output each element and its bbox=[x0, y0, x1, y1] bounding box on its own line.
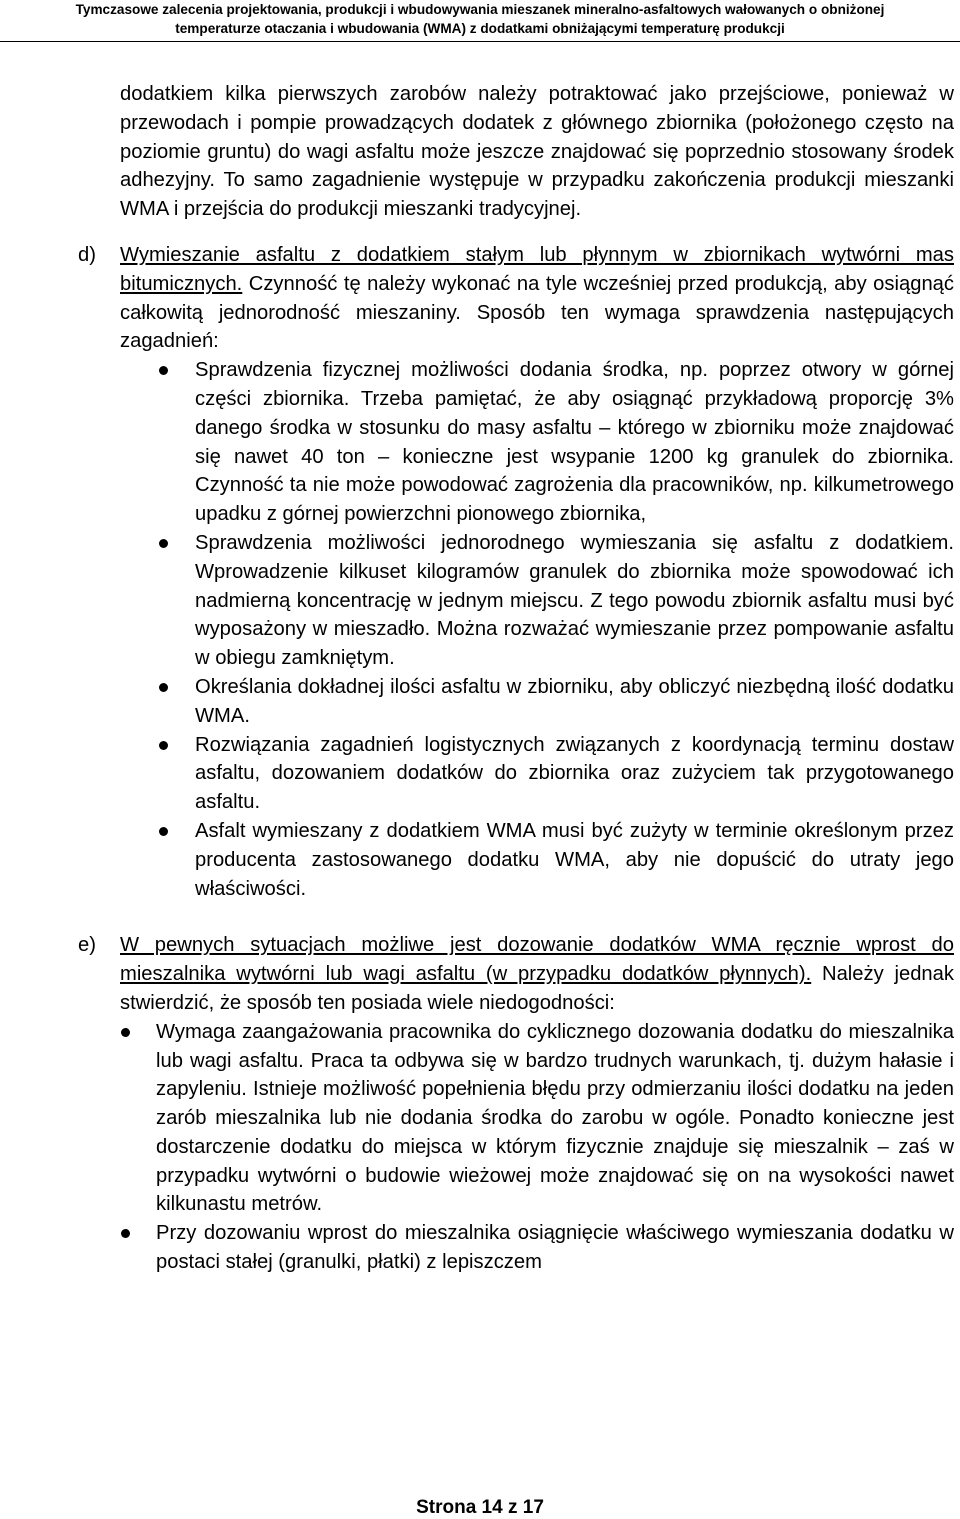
list-item: Asfalt wymieszany z dodatkiem WMA musi być zużyty w terminie określonym przez producenta zastosowanego dodatku WMA, aby nie dopuścić do utraty jego właściwości. bbox=[120, 817, 954, 903]
header-line-2: temperaturze otaczania i wbudowania (WMA) z dodatkami obniżającymi temperaturę produkcji bbox=[175, 21, 785, 36]
section-e-heading: W pewnych sytuacjach możliwe jest dozowanie dodatków WMA ręcznie wprost do mieszalnika wytwórni lub wagi asfaltu (w przypadku dodatków płynnych). bbox=[120, 934, 954, 986]
bullet-icon bbox=[159, 741, 168, 750]
section-e-marker: e) bbox=[78, 934, 96, 957]
bullet-icon bbox=[159, 539, 168, 548]
document-body bbox=[78, 80, 954, 1277]
list-item: Określania dokładnej ilości asfaltu w zbiorniku, aby obliczyć niezbędną ilość dodatku WMA. bbox=[120, 673, 954, 731]
document-header bbox=[0, 0, 960, 40]
page-number: Strona 14 z 17 bbox=[416, 1497, 544, 1518]
bullet-icon bbox=[121, 1028, 130, 1037]
section-e-list bbox=[120, 1018, 954, 1277]
bullet-icon bbox=[159, 366, 168, 375]
section-e-text: Należy jednak stwierdzić, że sposób ten posiada wiele niedogodności: bbox=[120, 963, 954, 1014]
bullet-icon bbox=[159, 683, 168, 692]
intro-paragraph: dodatkiem kilka pierwszych zarobów należy potraktować jako przejściowe, ponieważ w przewodach i pompie prowadzących dodatek z głównego zbiornika (położonego często na poziomie gruntu) do wagi asfaltu może jeszcze znajdować się poprzednio stosowany środek adhezyjny. To samo zagadnienie występuje w przypadku zakończenia produkcji mieszanki WMA i przejścia do produkcji mieszanki tradycyjnej. bbox=[120, 83, 954, 221]
section-e bbox=[78, 931, 954, 1277]
list-item: Sprawdzenia możliwości jednorodnego wymieszania się asfaltu z dodatkiem. Wprowadzenie kilkuset kilogramów granulek do zbiornika może spowodować ich nadmierną koncentrację w jednym miejscu. Z tego powodu zbiornik asfaltu musi być wyposażony w mieszadło. Można rozważać wymieszanie przez pompowanie asfaltu w obiegu zamkniętym. bbox=[120, 529, 954, 673]
list-item: Rozwiązania zagadnień logistycznych związanych z koordynacją terminu dostaw asfaltu, dozowaniem dodatków do zbiornika oraz zużyciem tak przygotowanego asfaltu. bbox=[120, 731, 954, 817]
section-d-text: Czynność tę należy wykonać na tyle wcześniej przed produkcją, aby osiągnąć całkowitą jednorodność mieszaniny. Sposób ten wymaga sprawdzenia następujących zagadnień: bbox=[120, 272, 954, 353]
section-d-paragraph bbox=[120, 241, 954, 356]
section-d-heading: Wymieszanie asfaltu z dodatkiem stałym lub płynnym w zbiornikach wytwórni mas bitumicznych. bbox=[120, 243, 954, 295]
section-e-paragraph bbox=[120, 931, 954, 1017]
section-d-list bbox=[120, 356, 954, 903]
header-rule bbox=[0, 41, 960, 42]
section-d bbox=[78, 241, 954, 903]
list-item: Przy dozowaniu wprost do mieszalnika osiągnięcie właściwego wymieszania dodatku w postaci stałej (granulki, płatki) z lepiszczem bbox=[120, 1219, 954, 1277]
section-d-marker: d) bbox=[78, 243, 96, 266]
bullet-icon bbox=[121, 1229, 130, 1238]
header-line-1: Tymczasowe zalecenia projektowania, produkcji i wbudowywania mieszanek mineralno-asfaltowych wałowanych o obniżonej bbox=[75, 2, 885, 17]
list-item: Sprawdzenia fizycznej możliwości dodania środka, np. poprzez otwory w górnej części zbiornika. Trzeba pamiętać, że aby osiągnąć przykładową proporcję 3% danego środka w stosunku do masy asfaltu – którego w zbiorniku może znajdować się nawet 40 ton – konieczne jest wsypanie 1200 kg granulek do zbiornika. Czynność ta nie może powodować zagrożenia dla pracowników, np. kilkumetrowego upadku z górnej powierzchni pionowego zbiornika, bbox=[120, 356, 954, 529]
bullet-icon bbox=[159, 827, 168, 836]
list-item: Wymaga zaangażowania pracownika do cyklicznego dozowania dodatku do mieszalnika lub wagi asfaltu. Praca ta odbywa się w bardzo trudnych warunkach, tj. dużym hałasie i zapyleniu. Istnieje możliwość popełnienia błędu przy odmierzaniu ilości dodatku na jeden zarób mieszalnika lub nie dodania środka do zarobu w ogóle. Ponadto konieczne jest dostarczenie dodatku do miejsca w którym fizycznie znajduje się mieszalnik – zaś w przypadku wytwórni o budowie wieżowej może znajdować się on na wysokości nawet kilkunastu metrów. bbox=[120, 1018, 954, 1220]
